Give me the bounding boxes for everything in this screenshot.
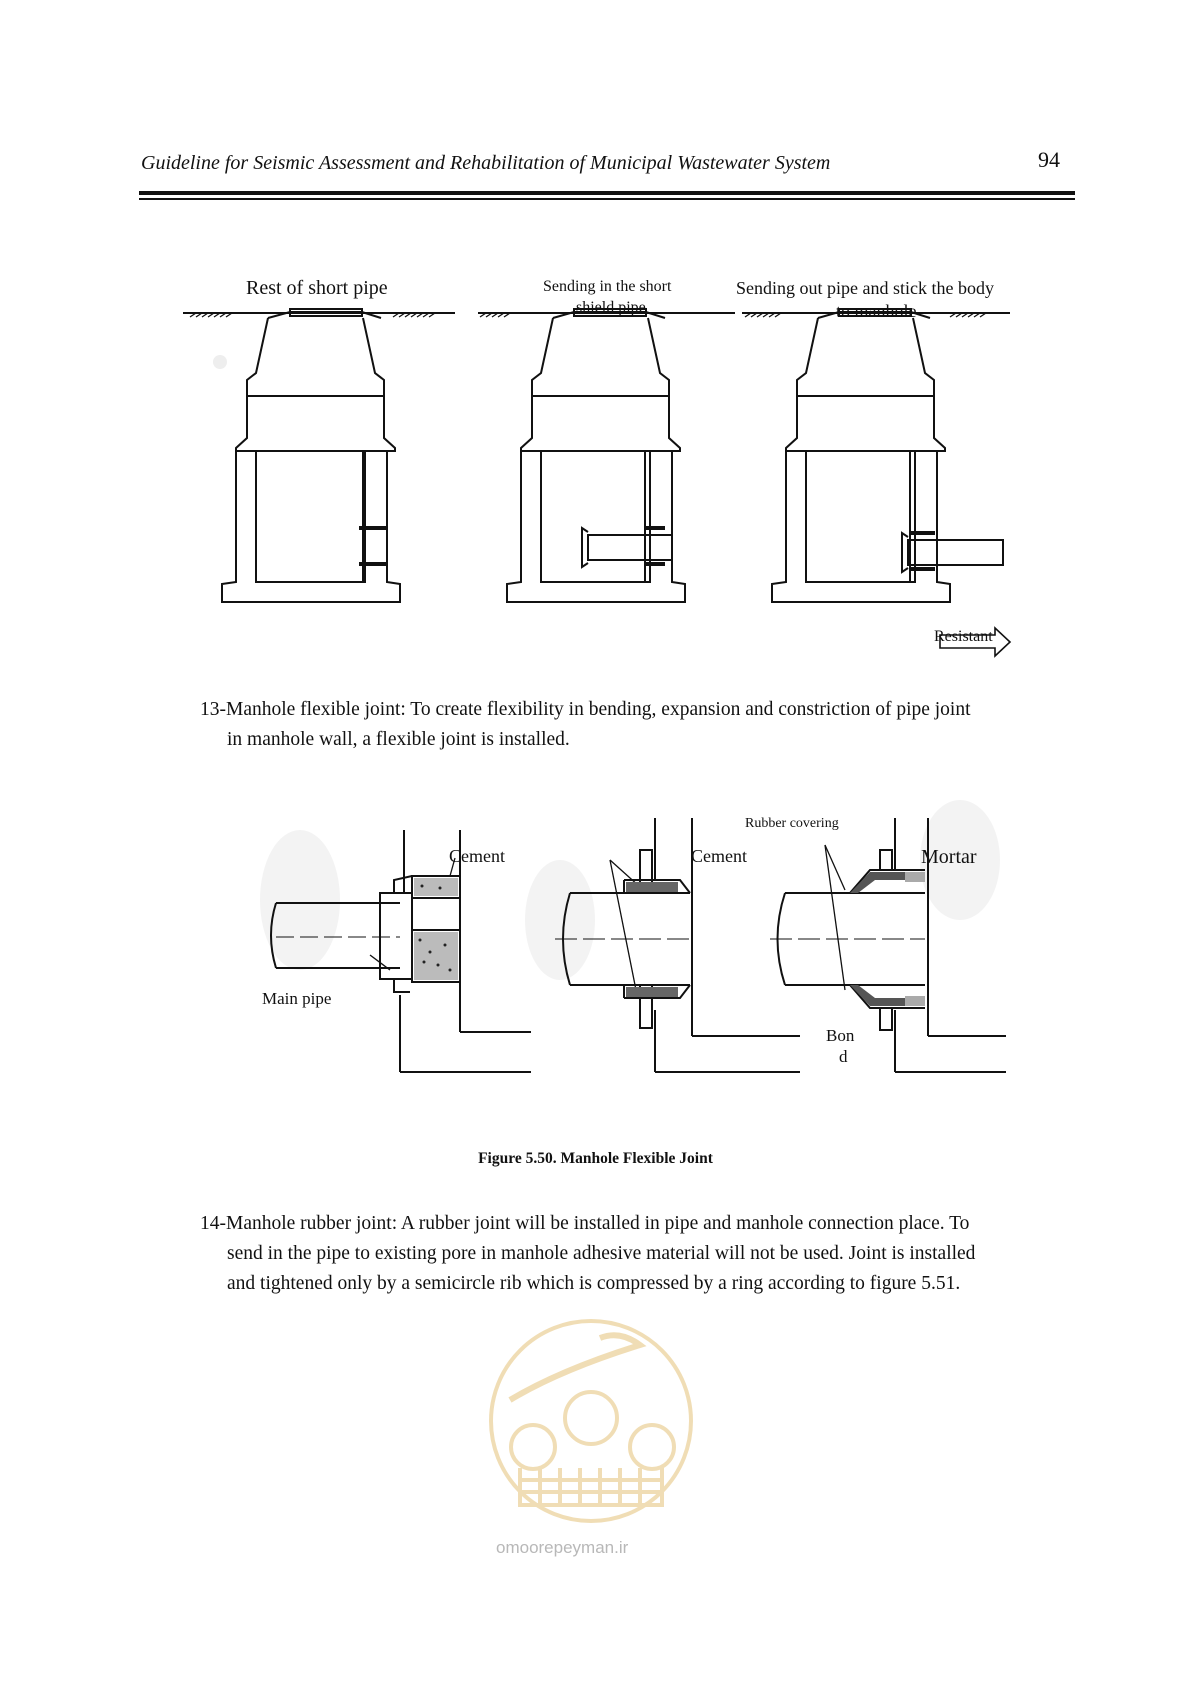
label-mortar: Mortar [921,846,977,868]
label-sending-in-line2: shield pipe [576,299,646,316]
paragraph-14-line-1: 14-Manhole rubber joint: A rubber joint will be installed in pipe and manhole connection place. To [200,1213,970,1234]
paragraph-13-line-1: 13-Manhole flexible joint: To create flexibility in bending, expansion and constriction of pipe joint [200,699,971,720]
label-main-pipe: Main pipe [262,989,332,1008]
label-bond-line2: d [839,1047,848,1066]
paragraph-13-line-2: in manhole wall, a flexible joint is installed. [227,729,570,750]
paragraph-14-line-2: send in the pipe to existing pore in manhole adhesive material will not be used. Joint is installed [227,1243,976,1264]
label-rest-of-short-pipe: Rest of short pipe [246,277,388,299]
running-header-title: Guideline for Seismic Assessment and Rehabilitation of Municipal Wastewater System [141,152,831,174]
label-rubber-covering: Rubber covering [745,816,839,831]
label-cement-middle: Cement [691,846,747,866]
page-number: 94 [1038,147,1060,172]
paragraph-14-line-3: and tightened only by a semicircle rib which is compressed by a ring according to figure 5.51. [227,1273,961,1294]
watermark-site-text: omoorepeyman.ir [496,1538,629,1557]
label-bond-line1: Bon [826,1026,855,1045]
label-sending-in-line1: Sending in the short [543,278,672,295]
label-sending-out-line1: Sending out pipe and stick the body [736,278,994,298]
label-resistant: Resistant [934,628,993,645]
figure-caption: Figure 5.50. Manhole Flexible Joint [478,1150,713,1167]
label-sending-out-line2: to manhole [836,301,917,321]
label-cement-left: Cement [449,846,505,866]
